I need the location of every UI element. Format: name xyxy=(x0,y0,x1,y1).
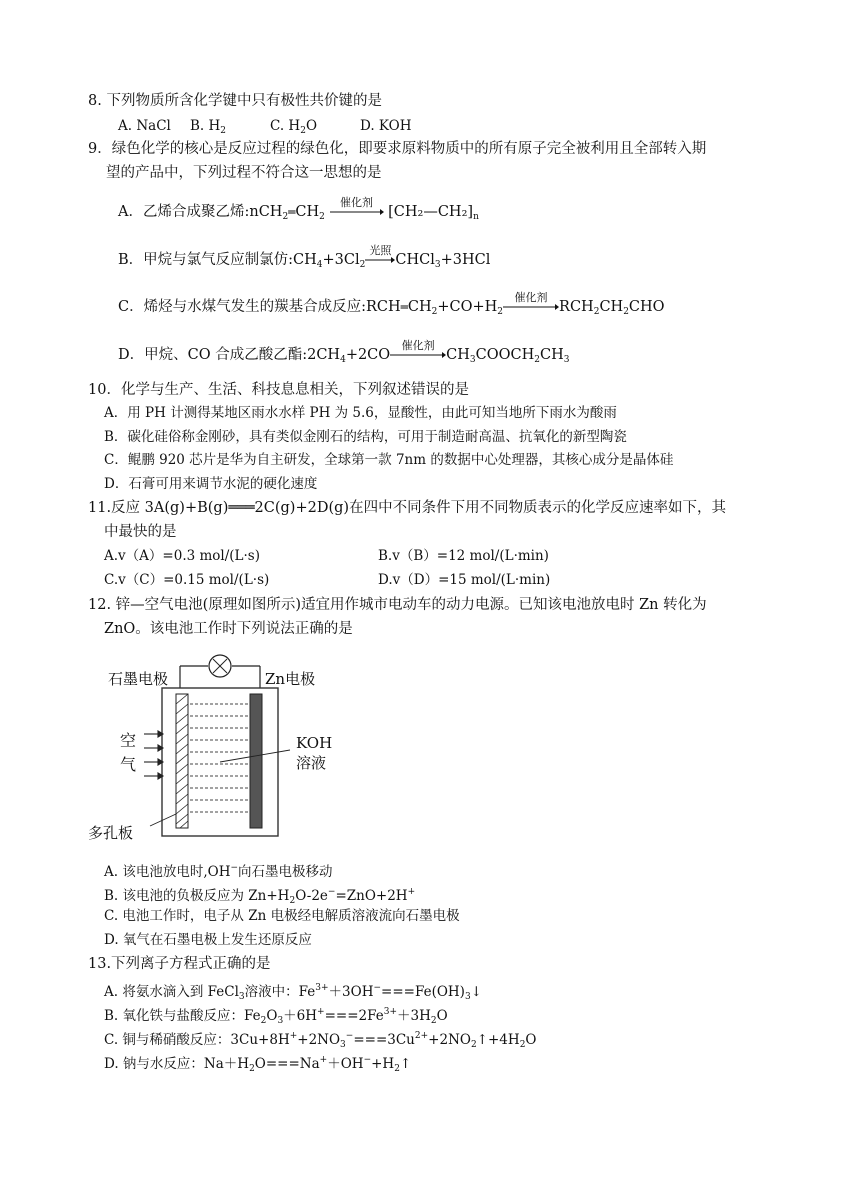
q11-option-b: B.v（B）=12 mol/(L·min) xyxy=(378,548,549,564)
label-graphite-electrode: 石墨电极 xyxy=(108,670,169,688)
air-arrows xyxy=(144,731,163,779)
q9-option-d: D．甲烷、CO 合成乙酸乙酯$:2CH_4+2CO$ 催化剂 $CH_3COOCH_2CH_3$ xyxy=(118,339,570,365)
q12-option-d: D. 氧气在石墨电极上发生还原反应 xyxy=(104,932,312,948)
q8-option-c: C. $H_2O$ xyxy=(270,118,318,136)
q12-stem-line1: 12. 锌—空气电池(原理如图所示)适宜用作城市电动车的动力电源。已知该电池放电时 Zn 转化为 xyxy=(88,597,707,613)
q11-stem-line2: 中最快的是 xyxy=(104,524,177,540)
q9-option-a: A．乙烯合成聚乙烯$:nCH_2═CH_2$ 催化剂 $[CH_2—CH_2]_n$ xyxy=(118,196,479,222)
q9-stem-line2: 望的产品中，下列过程不符合这一思想的是 xyxy=(106,165,382,181)
graphite-electrode xyxy=(176,694,188,828)
q9-stem-line1: 9．绿色化学的核心是反应过程的绿色化，即要求原料物质中的所有原子完全被利用且全部转入期 xyxy=(88,141,707,157)
q11-stem-line1: 11.反应 3A(g)+B(g)═══2C(g)+2D(g)在四中不同条件下用不同物质表示的化学反应速率如下，其 xyxy=(88,500,727,516)
q12-option-b: B. 该电池的负极反应为 $Zn+H_2O-2e^-=ZnO+2H^+$ xyxy=(104,887,416,906)
catalyst-arrow: 催化剂 xyxy=(390,350,446,360)
q12-stem-line2: ZnO。该电池工作时下列说法正确的是 xyxy=(104,621,353,637)
label-zinc-electrode: Zn电极 xyxy=(265,670,316,688)
q10-option-d: D．石膏可用来调节水泥的硬化速度 xyxy=(104,476,318,492)
q9-option-c: C．烯烃与水煤气发生的羰基合成反应$:RCH═CH_2+CO+H_2$ 催化剂 $RCH_2CH_2CHO$ xyxy=(118,291,665,317)
q9-option-b: B．甲烷与氯气反应制氯仿$:CH_4+3Cl_2$ 光照 CHCl$_3$+3HCl xyxy=(118,244,491,270)
q13-stem: 13.下列离子方程式正确的是 xyxy=(88,956,271,972)
label-koh: KOH xyxy=(296,734,333,752)
q11-option-d: D.v（D）=15 mol/(L·min) xyxy=(378,572,551,588)
q8-option-a: A. NaCl xyxy=(118,118,171,134)
catalyst-arrow: 催化剂 xyxy=(330,207,384,217)
q13-option-b: B. 氧化铁与盐酸反应：$Fe_2O_3+6H^+===2Fe^{3+}+3H_2O$ xyxy=(104,1007,448,1026)
label-porous-plate: 多孔板 xyxy=(88,824,134,842)
q13-option-d: D. 钠与水反应：$Na+H_2O===Na^++OH^-+H_2↑$ xyxy=(104,1055,412,1074)
polyethylene: $[CH_2—CH_2]_n$ xyxy=(388,204,479,222)
q10-option-b: B．碳化硅俗称金刚砂，具有类似金刚石的结构，可用于制造耐高温、抗氧化的新型陶瓷 xyxy=(104,429,627,445)
label-solution: 溶液 xyxy=(296,754,327,772)
zinc-electrode xyxy=(250,694,262,828)
q11-option-c: C.v（C）=0.15 mol/(L·s) xyxy=(104,572,270,588)
q11-option-a: A.v（A）=0.3 mol/(L·s) xyxy=(104,548,261,564)
q10-option-c: C．鲲鹏 920 芯片是华为自主研发，全球第一款 7nm 的数据中心处理器，其核心成分是晶体硅 xyxy=(104,452,674,468)
q10-stem: 10．化学与生产、生活、科技息息相关，下列叙述错误的是 xyxy=(88,382,469,398)
lamp-icon xyxy=(209,655,231,677)
label-air-1: 空 xyxy=(120,731,137,750)
catalyst-arrow: 催化剂 xyxy=(503,302,559,312)
label-air-2: 气 xyxy=(120,755,137,774)
q10-option-a: A．用 PH 计测得某地区雨水水样 PH 为 5.6，显酸性，由此可知当地所下雨水为酸雨 xyxy=(104,405,617,421)
q8-option-b: B. $H_2$ xyxy=(190,118,227,136)
q12-option-c: C. 电池工作时，电子从 Zn 电极经电解质溶液流向石墨电极 xyxy=(104,908,460,924)
light-arrow: 光照 xyxy=(365,255,395,265)
q12-option-a: A. 该电池放电时,OH−向石墨电极移动 xyxy=(104,863,333,880)
q8-stem: 8. 下列物质所含化学键中只有极性共价键的是 xyxy=(88,93,382,109)
q8-option-d: D. KOH xyxy=(360,118,412,134)
q13-option-c: C. 铜与稀硝酸反应：$3Cu+8H^++2NO_3^-===3Cu^{2+}+2NO_2↑+4H_2O$ xyxy=(104,1031,537,1050)
q13-option-a: A. 将氨水滴入到 FeCl$_3$溶液中：$Fe^{3+}+3OH^-===Fe(OH)_3↓$ xyxy=(104,983,482,1002)
zinc-air-battery-diagram xyxy=(88,650,333,849)
